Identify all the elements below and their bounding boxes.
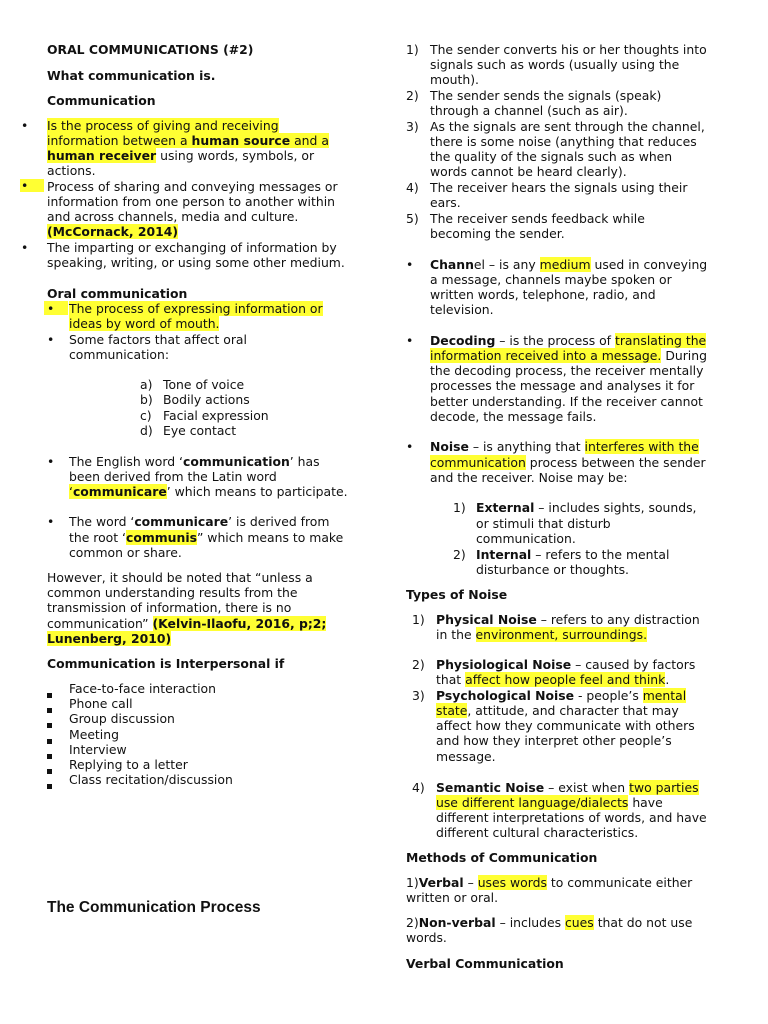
list-item: Group discussion xyxy=(69,711,175,726)
bullet-dot: • xyxy=(47,332,55,347)
square-bullet xyxy=(47,739,52,744)
square-bullet xyxy=(47,754,52,759)
bullet-dot: • xyxy=(406,257,414,272)
section-communication: Communication xyxy=(47,93,156,108)
types-heading: Types of Noise xyxy=(406,587,508,602)
list-item: Replying to a letter xyxy=(69,757,188,772)
bullet-dot-highlighted: • xyxy=(20,179,44,192)
list-item: Class recitation/discussion xyxy=(69,772,233,787)
bullet-dot: • xyxy=(406,439,414,454)
citation: (McCornack, 2014) xyxy=(47,224,178,239)
oral-heading: Oral communication xyxy=(47,286,188,301)
doc-title: ORAL COMMUNICATIONS (#2) xyxy=(47,42,254,57)
list-item: Meeting xyxy=(69,727,119,742)
verbal-heading: Verbal Communication xyxy=(406,956,564,971)
square-bullet xyxy=(47,708,52,713)
list-item: Interview xyxy=(69,742,127,757)
square-bullet xyxy=(47,723,52,728)
square-bullet xyxy=(47,784,52,789)
list-item: Phone call xyxy=(69,696,133,711)
list-item: Face-to-face interaction xyxy=(69,681,216,696)
process-heading: The Communication Process xyxy=(47,899,261,916)
bullet-dot: • xyxy=(47,514,55,529)
bullet-dot: • xyxy=(21,240,29,255)
bullet-dot: • xyxy=(406,333,414,348)
square-bullet xyxy=(47,693,52,698)
doc-subtitle: What communication is. xyxy=(47,68,216,83)
interpersonal-heading: Communication is Interpersonal if xyxy=(47,656,285,671)
bullet-dot: • xyxy=(21,118,29,133)
bullet-dot: • xyxy=(47,454,55,469)
square-bullet xyxy=(47,769,52,774)
methods-heading: Methods of Communication xyxy=(406,850,598,865)
